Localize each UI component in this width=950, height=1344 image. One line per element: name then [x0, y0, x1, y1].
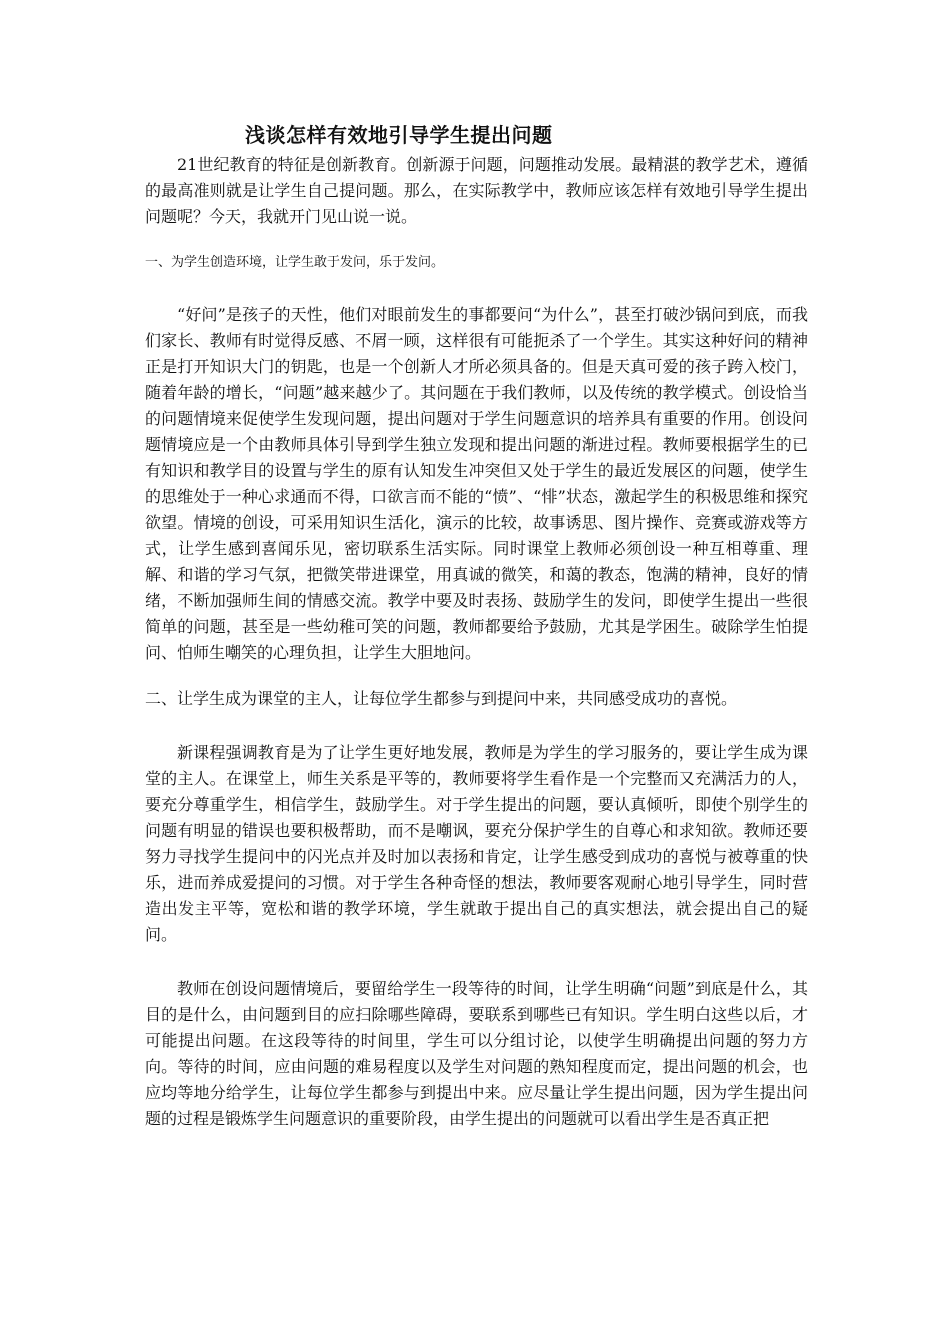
document-title: 浅谈怎样有效地引导学生提出问题: [245, 123, 553, 147]
section2-paragraph-2: 教师在创设问题情境后，要留给学生一段等待的时间，让学生明确“问题”到底是什么，其目的是什么，由问题到目的应扫除哪些障碍，要联系到哪些已有知识。学生明白这些以后，才可能提出问题。在这段等待的时间里，学生可以分组讨论，以使学生明确提出问题的努力方向。等待的时间，应由问题的难易程度以及学生对问题的熟知程度而定，提出问题的机会，也应均等地分给学生，让每位学生都参与到提出中来。应尽量让学生提出问题，因为学生提出问题的过程是锻炼学生问题意识的重要阶段，由学生提出的问题就可以看出学生是否真正把: [145, 979, 808, 1128]
section2-heading: 二、让学生成为课堂的主人，让每位学生都参与到提问中来，共同感受成功的喜悦。: [145, 689, 738, 708]
intro-paragraph: 21世纪教育的特征是创新教育。创新源于问题，问题推动发展。最精湛的教学艺术，遵循的最高准则就是让学生自己提问题。那么，在实际教学中，教师应该怎样有效地引导学生提出问题呢？今天，我就开门见山说一说。: [145, 155, 808, 226]
document-page: [145, 118, 808, 1132]
section1-paragraph: “好问”是孩子的天性，他们对眼前发生的事都要问“为什么”，甚至打破沙锅问到底，而我们家长、教师有时觉得反感、不屑一顾，这样很有可能扼杀了一个学生。其实这种好问的精神正是打开知识大门的钥匙，也是一个创新人才所必须具备的。但是天真可爱的孩子跨入校门，随着年龄的增长，“问题”越来越少了。其问题在于我们教师，以及传统的教学模式。创设恰当的问题情境来促使学生发现问题，提出问题对于学生问题意识的培养具有重要的作用。创设问题情境应是一个由教师具体引导到学生独立发现和提出问题的渐进过程。教师要根据学生的已有知识和教学目的设置与学生的原有认知发生冲突但又处于学生的最近发展区的问题，使学生的思维处于一种心求通而不得，口欲言而不能的“愤”、“悱”状态，激起学生的积极思维和探究欲望。情境的创设，可采用知识生活化，演示的比较，故事诱思、图片操作、竞赛或游戏等方式，让学生感到喜闻乐见，密切联系生活实际。同时课堂上教师必须创设一种互相尊重、理解、和谐的学习气氛，把微笑带进课堂，用真诚的微笑，和蔼的教态，饱满的精神，良好的情绪，不断加强师生间的情感交流。教学中要及时表扬、鼓励学生的发问，即使学生提出一些很简单的问题，甚至是一些幼稚可笑的问题，教师都要给予鼓励，尤其是学困生。破除学生怕提问、怕师生嘲笑的心理负担，让学生大胆地问。: [145, 305, 808, 662]
section1-heading: 一、为学生创造环境，让学生敢于发问，乐于发问。: [145, 255, 445, 270]
section2-paragraph-1: 新课程强调教育是为了让学生更好地发展，教师是为学生的学习服务的，要让学生成为课堂的主人。在课堂上，师生关系是平等的，教师要将学生看作是一个完整而又充满活力的人，要充分尊重学生，相信学生，鼓励学生。对于学生提出的问题，要认真倾听，即使个别学生的问题有明显的错误也要积极帮助，而不是嘲讽，要充分保护学生的自尊心和求知欲。教师还要努力寻找学生提问中的闪光点并及时加以表扬和肯定，让学生感受到成功的喜悦与被尊重的快乐，进而养成爱提问的习惯。对于学生各种奇怪的想法，教师要客观耐心地引导学生，同时营造出发主平等，宽松和谐的教学环境，学生就敢于提出自己的真实想法，就会提出自己的疑问。: [145, 743, 808, 944]
